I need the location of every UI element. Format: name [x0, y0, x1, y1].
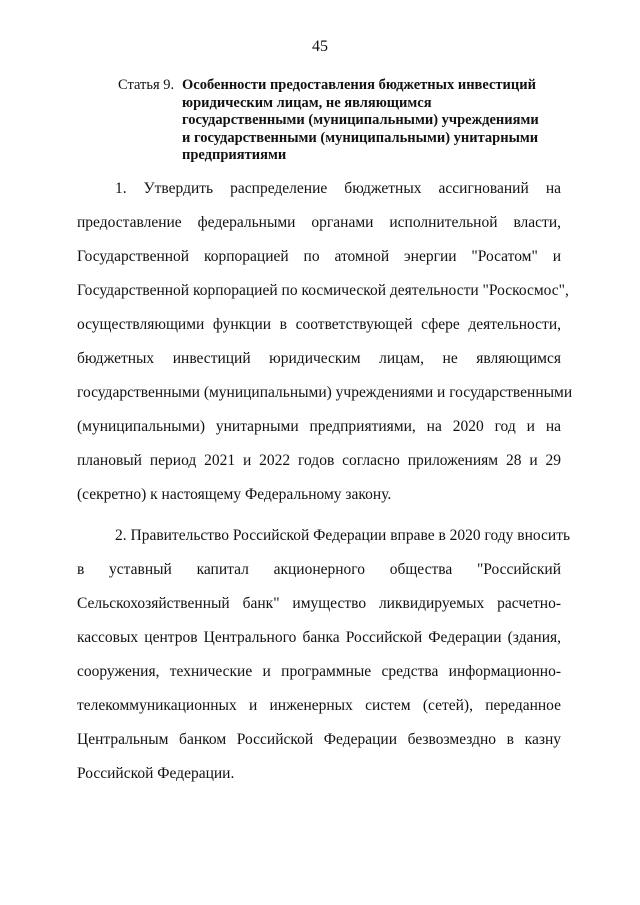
article-title-line: государственными (муниципальными) учреждениями	[182, 112, 539, 128]
text-line: (секретно) к настоящему Федеральному закону.	[77, 486, 392, 503]
text-line: телекоммуникационных и инженерных систем (сетей), переданное	[77, 697, 561, 714]
text-line: в уставный капитал акционерного общества "Российский	[77, 561, 561, 578]
text-line: государственными (муниципальными) учреждениями и государственными	[77, 384, 573, 401]
paragraph-2	[77, 519, 571, 791]
text-line: бюджетных инвестиций юридическим лицам, не являющимся	[77, 350, 561, 367]
article-label: Статья 9.	[118, 77, 175, 93]
page-number: 45	[312, 38, 328, 55]
paragraph-1	[77, 172, 573, 512]
text-line: осуществляющими функции в соответствующей сфере деятельности,	[77, 316, 561, 333]
text-line: Государственной корпорацией по космической деятельности "Роскосмос",	[77, 282, 569, 299]
text-line: Государственной корпорацией по атомной энергии "Росатом" и	[77, 248, 561, 265]
text-line: кассовых центров Центрального банка Российской Федерации (здания,	[77, 629, 561, 646]
article-title	[182, 77, 572, 165]
text-line: предоставление федеральными органами исполнительной власти,	[77, 214, 561, 231]
article-title-line: и государственными (муниципальными) унитарными	[182, 129, 539, 146]
text-line: 1. Утвердить распределение бюджетных ассигнований на	[115, 180, 561, 197]
text-line: 2. Правительство Российской Федерации вправе в 2020 году вносить	[115, 527, 571, 544]
text-line: Центральным банком Российской Федерации безвозмездно в казну	[77, 731, 561, 748]
article-title-line: предприятиями	[182, 147, 287, 163]
text-line: сооружения, технические и программные средства информационно-	[77, 663, 561, 680]
article-title-line: Особенности предоставления бюджетных инвестиций	[182, 77, 536, 93]
text-line: Сельскохозяйственный банк" имущество ликвидируемых расчетно-	[77, 595, 561, 612]
text-line: плановый период 2021 и 2022 годов согласно приложениям 28 и 29	[77, 452, 561, 469]
article-title-line: юридическим лицам, не являющимся	[182, 94, 432, 111]
text-line: Российской Федерации.	[77, 765, 235, 782]
text-line: (муниципальными) унитарными предприятиями, на 2020 год и на	[77, 418, 561, 435]
